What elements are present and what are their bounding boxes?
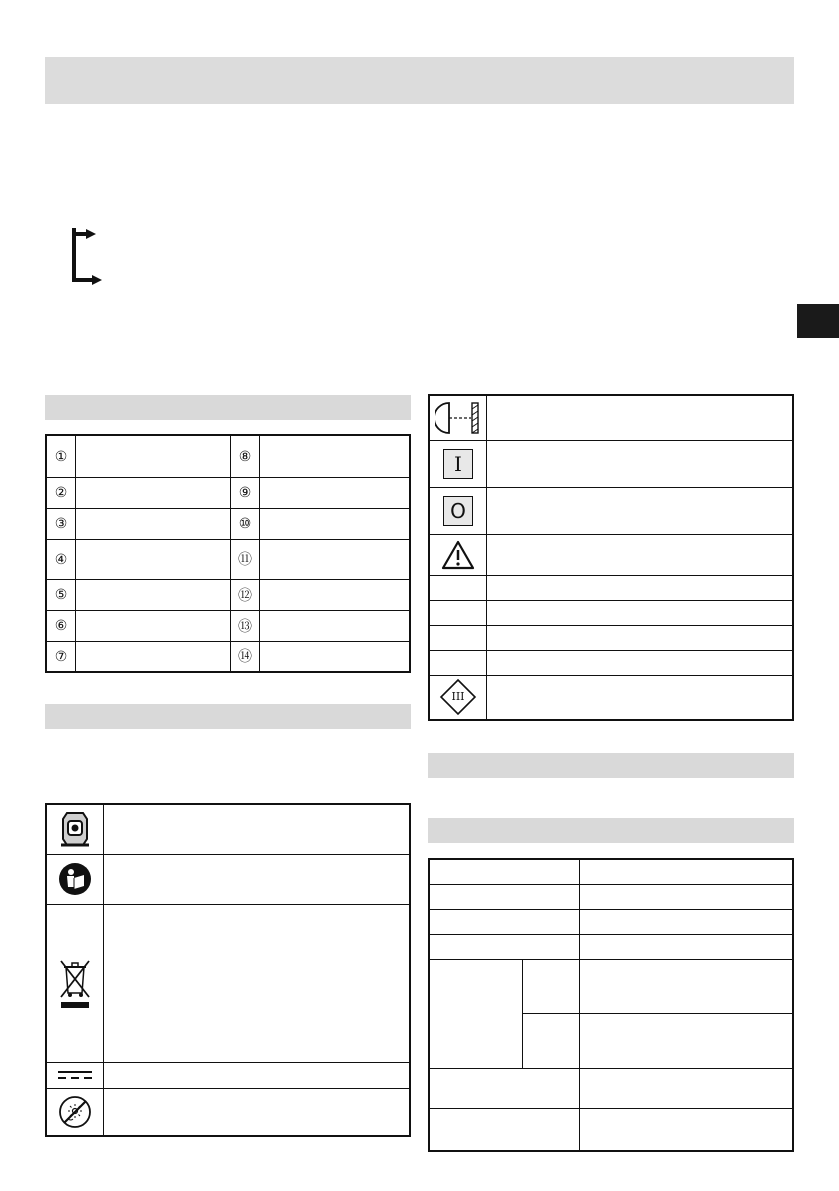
off-switch-icon: O [443,496,473,526]
table-row [46,477,410,508]
symbol-cell [429,487,487,534]
part-number: ⑤ [46,579,76,610]
table-row [46,435,410,477]
table-row [429,625,793,650]
part-number: ④ [46,539,76,579]
symbols-table-right [428,394,794,721]
table-row [429,1108,793,1151]
table-row [429,909,793,934]
no-glare-icon [47,1095,103,1129]
table-row [429,859,793,884]
part-number: ⑪ [231,539,260,579]
table-row [429,575,793,600]
part-number: ⑦ [46,641,76,672]
table-row [46,904,410,1062]
symbol-cell [429,395,487,440]
symbol-cell [429,440,487,487]
table-row [429,487,793,534]
table-row [46,539,410,579]
section-bar-parts [45,395,411,420]
page-title-bar [45,57,794,104]
table-row [429,675,793,720]
part-number: ⑫ [231,579,260,610]
lamp-distance-icon [430,400,486,436]
symbol-cell [429,675,487,720]
dc-symbol-icon [47,1069,103,1081]
table-row [429,650,793,675]
part-number: ⑩ [231,508,260,539]
part-number: ⑥ [46,610,76,641]
table-row [46,1062,410,1088]
part-number: ① [46,435,76,477]
table-row [46,579,410,610]
part-number: ③ [46,508,76,539]
table-row [46,508,410,539]
warning-icon [430,540,486,570]
bracket-arrows-icon [66,224,102,286]
table-row [46,854,410,904]
parts-table [45,434,411,673]
part-number: ⑭ [231,641,260,672]
table-row [46,610,410,641]
on-switch-icon: I [443,449,473,479]
specs-table [428,858,794,1152]
weee-bin-icon [47,957,103,1009]
table-row [429,395,793,440]
class-iii-icon: III [439,678,477,716]
table-row [46,804,410,854]
part-number: ② [46,477,76,508]
tool-icon [47,809,103,849]
table-row [429,534,793,575]
section-bar-right-1 [428,753,794,778]
section-bar-specs [428,818,794,843]
table-row [46,641,410,672]
part-number: ⑬ [231,610,260,641]
table-row [429,440,793,487]
symbol-cell [46,1062,104,1088]
table-row [429,959,793,1013]
table-row [429,884,793,909]
symbol-cell [46,854,104,904]
part-number: ⑨ [231,477,260,508]
symbols-table [45,803,411,1137]
symbol-cell [46,904,104,1062]
table-row [429,934,793,959]
part-number: ⑧ [231,435,260,477]
symbol-cell [429,534,487,575]
read-manual-icon [47,862,103,896]
table-row [429,600,793,625]
symbol-cell [46,804,104,854]
table-row [429,1068,793,1108]
symbol-cell [46,1088,104,1136]
table-row [46,1088,410,1136]
language-tab [797,304,839,338]
section-bar-symbols [45,704,411,729]
